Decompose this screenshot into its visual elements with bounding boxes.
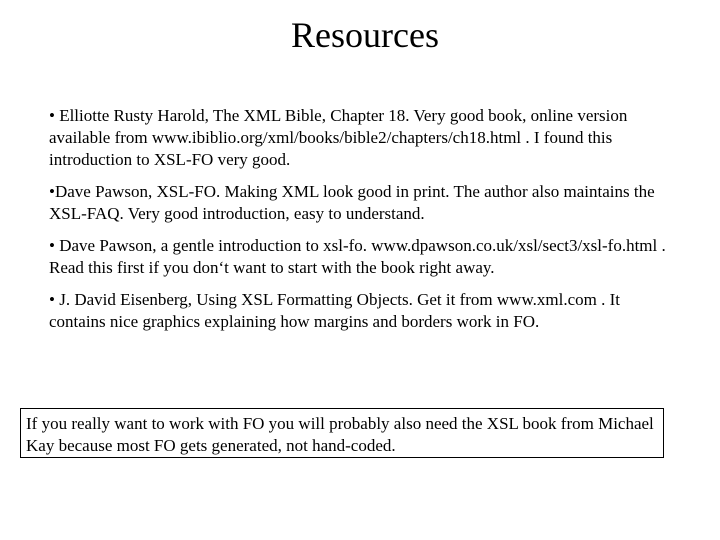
note-box: If you really want to work with FO you will probably also need the XSL book from Michael Kay because most FO gets generated, not hand-coded. — [20, 408, 664, 458]
resource-list — [49, 105, 674, 343]
resource-item-pawson-gentle-intro: • Dave Pawson, a gentle introduction to xsl-fo. www.dpawson.co.uk/xsl/sect3/xsl-fo.html . Read this first if you don‘t want to start with the book right away. — [49, 236, 666, 277]
resource-item-harold: • Elliotte Rusty Harold, The XML Bible, Chapter 18. Very good book, online version available from www.ibiblio.org/xml/books/bible2/chapters/ch18.html . I found this introduction to XSL-FO very good. — [49, 106, 628, 169]
resource-item-eisenberg: • J. David Eisenberg, Using XSL Formatting Objects. Get it from www.xml.com . It contains nice graphics explaining how margins and borders work in FO. — [49, 290, 620, 331]
slide-title: Resources — [291, 15, 439, 55]
resource-item-pawson-xsl-fo: •Dave Pawson, XSL-FO. Making XML look good in print. The author also maintains the XSL-FAQ. Very good introduction, easy to understand. — [49, 182, 655, 223]
